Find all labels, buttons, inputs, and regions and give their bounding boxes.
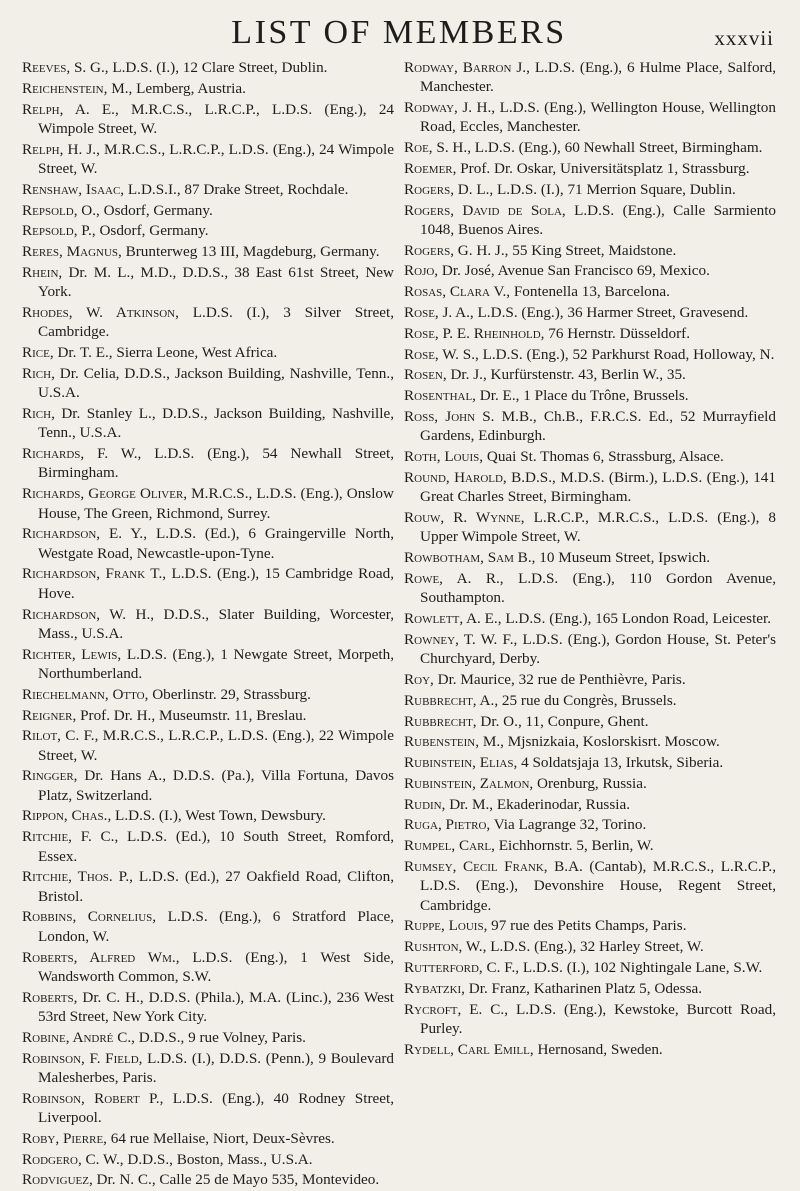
member-details: Dr. N. C., Calle 25 de Mayo 535, Montevideo. [96,1171,380,1189]
member-name: Rich, [22,364,55,382]
member-details: Dr. M. L., M.D., D.D.S., 38 East 61st Street, New York. [38,263,394,301]
member-name: Roemer, [404,159,457,177]
member-entry [404,1000,776,1039]
member-name: Rippon, Chas., [22,807,112,825]
member-entry [404,670,776,689]
member-name: Rybatzki, [404,979,465,997]
member-details: Dr. M., Ekaderinodar, Russia. [449,795,630,813]
member-entry [404,857,776,915]
member-details: L.D.S. (Eng.), 165 London Road, Leicester. [505,610,772,628]
member-details: Fontenella 13, Barcelona. [513,283,670,301]
member-details: L.D.S. (Eng.), 52 Parkhurst Road, Holloway, N. [482,345,775,363]
member-entry [22,706,394,725]
member-name: Richardson, W. H., [22,605,155,623]
member-details: L.D.S. (I.), West Town, Dewsbury. [115,807,326,825]
member-name: Rodway, Barron J., [404,59,530,76]
member-entry [404,58,776,97]
left-column [22,58,394,1191]
member-name: Rowbotham, Sam B., [404,549,536,567]
member-entry [404,345,776,364]
member-entry [22,242,394,261]
member-entry [22,766,394,805]
member-details: L.D.S. (I.), 71 Merrion Square, Dublin. [497,180,736,198]
member-entry [404,447,776,466]
member-name: Rubenstein, M., [404,733,504,751]
member-name: Rich, [22,405,55,423]
member-entry [22,524,394,563]
member-details: L.D.S. (Eng.), Kewstoke, Burcott Road, Purley. [420,1000,776,1037]
member-name: Reeves, S. G., [22,59,109,76]
member-entry [404,365,776,384]
member-details: L.D.S. (Eng.), 54 Newhall Street, Birmingham. [38,445,395,482]
member-details: L.D.S. (I.), 12 Clare Street, Dublin. [112,59,328,76]
member-details: L.D.S. (Eng.), 6 Stratford Place, London, W. [38,908,395,945]
member-name: Roth, Louis, [404,448,484,466]
member-name: Relph, H. J., [22,140,100,158]
member-details: Oberlinstr. 29, Strassburg. [152,685,311,703]
member-name: Richter, Lewis, [22,645,122,663]
member-name: Rogers, D. L., [404,180,494,198]
member-details: Hernosand, Sweden. [537,1040,663,1058]
member-columns [22,58,776,1191]
member-name: Roy, [404,670,434,688]
member-details: Dr. C. H., D.D.S. (Phila.), M.A. (Linc.), 236 West 53rd Street, New York City. [38,988,394,1025]
member-name: Rilot, C. F., [22,727,99,745]
member-name: Rushton, W., [404,938,487,956]
member-entry [22,404,394,443]
member-entry [22,140,394,179]
member-name: Rowe, A. R., [404,569,504,587]
member-details: 25 rue du Congrès, Brussels. [501,691,677,709]
member-name: Rhein, [22,263,63,281]
member-entry [22,201,394,220]
member-entry [22,685,394,704]
member-entry [404,201,776,240]
member-entry [404,98,776,137]
member-name: Rubbrecht, A., [404,691,499,709]
member-entry [404,548,776,567]
member-details: L.D.S. (Eng.), Calle Sarmiento 1048, Buenos Aires. [420,201,777,238]
member-name: Rutterford, C. F., [404,959,520,977]
member-details: Osdorf, Germany. [103,201,213,219]
member-name: Riechelmann, Otto, [22,685,149,703]
member-entry [404,815,776,834]
member-entry [404,386,776,405]
member-name: Ritchie, F. C., [22,828,119,846]
member-name: Rowney, T. W. F., [404,630,518,648]
member-name: Rumpel, Carl, [404,837,495,855]
member-details: L.D.S. (I.), 102 Nightingale Lane, S.W. [522,959,763,977]
member-entry [404,508,776,547]
member-details: L.D.S. (Eng.), 40 Rodney Street, Liverpool. [38,1089,395,1126]
member-details: 64 rue Mellaise, Niort, Deux-Sèvres. [110,1129,335,1147]
member-name: Reichenstein, M., [22,79,133,97]
member-entry [404,732,776,751]
member-name: Round, Harold, [404,468,507,486]
page-title: LIST OF MEMBERS [231,14,567,51]
member-details: L.D.S. (Ed.), 6 Graingerville North, Westgate Road, Newcastle-upon-Tyne. [38,525,395,562]
member-name: Roe, S. H., [404,139,471,157]
member-details: Mjsnizkaia, Koslorskisrt. Moscow. [507,733,720,751]
member-details: 97 rue des Petits Champs, Paris. [491,917,687,935]
member-name: Rosas, Clara V., [404,283,511,301]
member-entry [404,979,776,998]
member-details: L.D.S. (Eng.), 1 West Side, Wandsworth Common, S.W. [38,948,394,985]
member-details: L.D.S. (Eng.), 60 Newhall Street, Birmingham. [474,139,763,157]
member-entry [404,261,776,280]
member-entry [404,138,776,157]
member-entry [22,1150,394,1169]
member-entry [404,937,776,956]
member-name: Relph, A. E., [22,100,119,118]
member-details: Prof. Dr. H., Museumstr. 11, Breslau. [80,706,307,724]
member-details: Lemberg, Austria. [136,79,246,97]
member-details: D.D.S., 9 rue Volney, Paris. [138,1028,306,1046]
member-details: L.D.S. (Eng.), 110 Gordon Avenue, Southampton. [420,569,777,607]
member-details: 76 Hernstr. Düsseldorf. [548,324,691,342]
member-details: 4 Soldatsjaja 13, Irkutsk, Siberia. [521,754,724,772]
member-entry [22,605,394,644]
member-entry [404,407,776,446]
member-entry [22,726,394,765]
member-entry [404,468,776,507]
member-details: Brunterweg 13 III, Magdeburg, Germany. [125,243,380,261]
member-entry [22,907,394,946]
right-column [404,58,776,1191]
member-name: Richards, F. W., [22,445,142,463]
member-details: L.D.S. (Ed.), 27 Oakfield Road, Clifton, Bristol. [38,868,395,905]
member-details: Orenburg, Russia. [536,774,647,792]
member-entry [22,988,394,1027]
member-details: L.R.C.P., M.R.C.S., L.D.S. (Eng.), 8 Upper Wimpole Street, W. [420,509,777,546]
member-details: Dr. Celia, D.D.S., Jackson Building, Nashville, Tenn., U.S.A. [38,364,394,402]
member-name: Rycroft, E. C., [404,1000,509,1018]
member-entry [22,303,394,342]
member-name: Rubinstein, Zalmon, [404,774,534,792]
member-name: Rosenthal, [404,387,476,405]
member-details: W., D.D.S., Boston, Mass., U.S.A. [103,1150,313,1168]
member-entry [22,364,394,403]
member-entry [404,569,776,608]
member-details: Dr. E., 1 Place du Trône, Brussels. [479,387,689,405]
member-details: L.D.S. (Ed.), 10 South Street, Romford, Essex. [38,828,394,865]
member-details: Dr. O., 11, Conpure, Ghent. [480,712,649,730]
member-name: Roberts, Alfred Wm., [22,948,180,966]
member-details: L.D.S.I., 87 Drake Street, Rochdale. [127,180,349,198]
member-name: Richards, George Oliver, [22,485,188,503]
member-entry [404,609,776,628]
member-name: Rose, P. E. Rheinhold, [404,324,545,342]
member-details: M.B., Ch.B., F.R.C.S. Ed., 52 Murrayfield Gardens, Edinburgh. [420,408,776,445]
member-name: Ruga, Pietro, [404,816,491,834]
member-name: Rydell, Carl Emill, [404,1040,534,1058]
member-name: Rubbrecht, [404,712,477,730]
member-entry [22,263,394,302]
member-details: Quai St. Thomas 6, Strassburg, Alsace. [486,448,724,466]
member-entry [22,827,394,866]
member-details: Eichhornstr. 5, Berlin, W. [498,837,654,855]
member-entry [22,444,394,483]
member-entry [22,79,394,98]
member-name: Rouw, R. Wynne, [404,509,525,527]
member-name: Rodway, J. H., [404,99,496,117]
member-name: Repsold, O., [22,201,100,219]
member-entry [404,795,776,814]
member-details: Dr. Maurice, 32 rue de Penthièvre, Paris. [437,670,686,688]
member-name: Repsold, P., [22,222,96,240]
member-entry [404,324,776,343]
member-entry [404,159,776,178]
page-header [22,0,776,58]
member-entry [22,58,394,77]
member-entry [404,958,776,977]
member-name: Robbins, Cornelius, [22,908,157,926]
member-entry [22,343,394,362]
member-name: Rhodes, W. Atkinson, [22,304,179,322]
member-details: Dr. José, Avenue San Francisco 69, Mexico. [441,262,710,280]
member-name: Rose, W. S., [404,345,479,363]
member-entry [22,221,394,240]
member-name: Robinson, Robert P., [22,1089,164,1107]
member-details: Dr. J., Kurfürstenstr. 43, Berlin W., 35. [450,366,686,384]
member-entry [404,180,776,199]
member-entry [404,303,776,322]
member-details: 10 Museum Street, Ipswich. [539,549,711,567]
member-details: L.D.S. (Eng.), 36 Harmer Street, Gravesend. [477,304,749,322]
member-name: Ross, John S. [404,408,495,426]
member-name: Rojo, [404,262,439,280]
member-name: Rowlett, A. E., [404,610,502,628]
member-details: Via Lagrange 32, Torino. [493,816,647,834]
member-details: L.D.S. (Eng.), Wellington House, Wellington Road, Eccles, Manchester. [420,99,776,136]
member-name: Renshaw, Isaac, [22,180,125,198]
member-entry [404,836,776,855]
member-details: L.D.S. (Eng.), 6 Hulme Place, Salford, Manchester. [420,59,776,96]
member-entry [22,100,394,139]
member-details: Dr. T. E., Sierra Leone, West Africa. [57,344,278,362]
member-entry [404,712,776,731]
member-details: B.A. (Cantab), M.R.C.S., L.R.C.P., L.D.S. (Eng.), Devonshire House, Regent Street, Cambridge. [420,858,776,914]
member-entry [404,630,776,669]
member-name: Richardson, E. Y., [22,525,148,543]
member-entry [22,484,394,523]
member-details: L.D.S. (Eng.), Gordon House, St. Peter's Churchyard, Derby. [420,630,777,668]
member-name: Ritchie, Thos. P., [22,868,133,886]
member-name: Roberts, [22,988,78,1006]
member-details: Dr. Franz, Katharinen Platz 5, Odessa. [468,979,703,997]
member-name: Rosen, [404,366,447,384]
member-entry [404,916,776,935]
member-entry [22,645,394,684]
member-name: Rice, [22,344,54,362]
member-details: M.R.C.S., L.R.C.P., L.D.S. (Eng.), 22 Wimpole Street, W. [38,727,394,764]
member-entry [404,241,776,260]
member-name: Roby, Pierre, [22,1129,107,1147]
member-details: Osdorf, Germany. [99,222,209,240]
member-name: Rose, J. A., [404,304,474,322]
member-name: Rodviguez, [22,1171,93,1189]
member-entry [22,1028,394,1047]
member-entry [22,1129,394,1148]
member-details: B.D.S., M.D.S. (Birm.), L.D.S. (Eng.), 141 Great Charles Street, Birmingham. [420,468,776,506]
member-entry [22,948,394,987]
member-entry [22,806,394,825]
member-name: Rumsey, Cecil Frank, [404,858,548,876]
member-details: M.R.C.S., L.R.C.P., L.D.S. (Eng.), 24 Wimpole Street, W. [38,100,395,137]
member-details: L.D.S. (Eng.), 15 Cambridge Road, Hove. [38,565,394,602]
member-details: D.D.S., Slater Building, Worcester, Mass., U.S.A. [38,605,394,642]
member-details: L.D.S. (I.), D.D.S. (Penn.), 9 Boulevard Malesherbes, Paris. [38,1049,395,1086]
member-entry [404,282,776,301]
member-details: 55 King Street, Maidstone. [512,241,677,259]
member-details: L.D.S. (Eng.), 1 Newgate Street, Morpeth, Northumberland. [38,645,394,682]
member-details: L.D.S. (Eng.), 32 Harley Street, W. [490,938,704,956]
page-number: xxxvii [714,26,774,50]
member-entry [22,1170,394,1189]
member-entry [22,180,394,199]
member-name: Reigner, [22,706,77,724]
member-details: M.R.C.S., L.D.S. (Eng.), Onslow House, The Green, Richmond, Surrey. [38,485,394,522]
member-entry [22,564,394,603]
member-details: Prof. Dr. Oskar, Universitätsplatz 1, Strassburg. [460,159,750,177]
member-name: Rudin, [404,795,446,813]
member-name: Robinson, F. Field, [22,1049,143,1067]
member-entry [22,1089,394,1128]
member-name: Rogers, G. H. J., [404,241,509,259]
member-name: Rubinstein, Elias, [404,754,518,772]
member-name: Richardson, Frank T., [22,565,167,583]
member-entry [404,774,776,793]
member-entry [22,867,394,906]
member-entry [404,691,776,710]
member-details: Dr. Hans A., D.D.S. (Pa.), Villa Fortuna, Davos Platz, Switzerland. [38,767,395,804]
member-name: Reres, Magnus, [22,243,122,261]
member-entry [404,1040,776,1059]
member-name: Rodgero, C. [22,1150,100,1168]
member-name: Rogers, David de Sola, [404,201,566,219]
member-entry [404,753,776,772]
member-details: M.R.C.S., L.R.C.P., L.D.S. (Eng.), 24 Wimpole Street, W. [38,140,394,177]
member-entry [22,1049,394,1088]
member-details: L.D.S. (I.), 3 Silver Street, Cambridge. [38,304,394,341]
member-name: Ringger, [22,767,78,785]
member-details: Dr. Stanley L., D.D.S., Jackson Building, Nashville, Tenn., U.S.A. [38,405,395,442]
member-name: Ruppe, Louis, [404,917,488,935]
member-name: Robine, André C., [22,1028,135,1046]
